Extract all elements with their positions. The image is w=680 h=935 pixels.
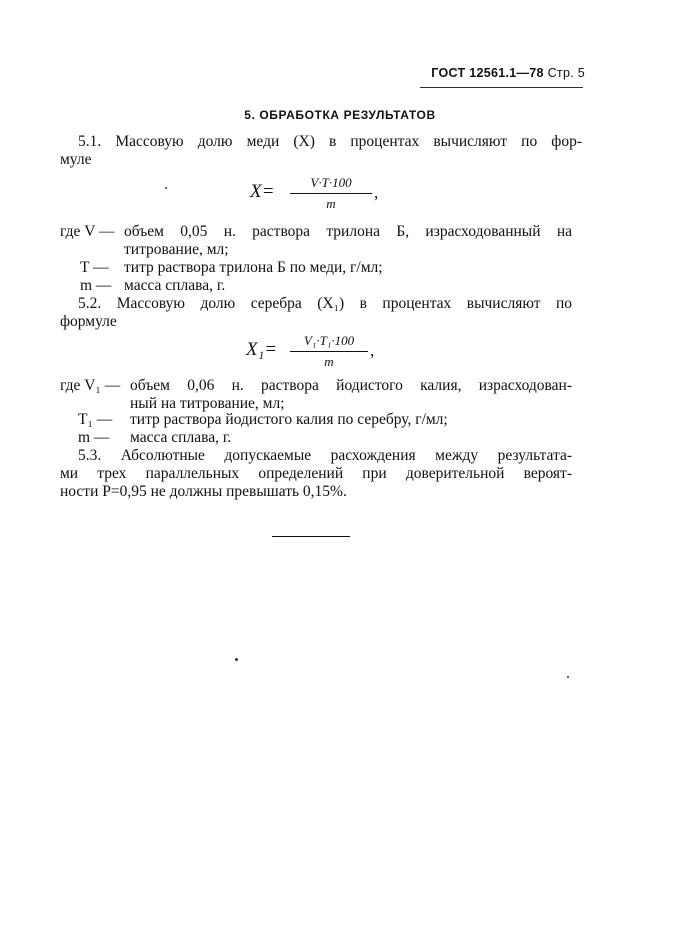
defs2-v-label: где V₁ — [60, 377, 121, 394]
formula-1 [250, 175, 390, 225]
defs2-v-text2: ный на титрование, мл; [130, 395, 285, 412]
formula-1-denominator: m [326, 196, 336, 211]
formula-2-lhs: X₁= [246, 339, 278, 360]
defs1-v-label: где V — [60, 223, 115, 240]
formula-2 [246, 333, 396, 383]
defs1-v-text1: объем 0,05 н. раствора трилона Б, израсходованный на [124, 223, 572, 240]
formula-1-fraction [290, 175, 372, 212]
end-rule [272, 536, 350, 537]
formula-1-numerator: V·T·100 [310, 175, 352, 190]
speck-1 [235, 658, 238, 661]
page-number: Стр. 5 [547, 66, 585, 80]
p53-line2: ми трех параллельных определений при доверительной вероят- [60, 465, 572, 482]
defs1-m-label: m — [80, 277, 112, 294]
defs2-m-label: m — [78, 429, 110, 446]
formula-2-fraction [290, 333, 368, 370]
defs1-t-label: T — [80, 259, 109, 276]
formula-2-numerator: V₁·T₁·100 [303, 333, 355, 348]
defs2-m-text: масса сплава, г. [130, 429, 232, 446]
formula-1-bar [290, 193, 372, 194]
formula-2-denominator: m [324, 354, 334, 369]
standard-code: ГОСТ 12561.1—78 [431, 66, 544, 80]
p52-line2: формуле [60, 313, 117, 330]
p53-line1: 5.3. Абсолютные допускаемые расхождения между результата- [78, 447, 572, 464]
formula-1-comma: , [374, 183, 379, 202]
formula-1-lhs: X= [250, 181, 275, 202]
p52-line1: 5.2. Массовую долю серебра (X₁) в процентах вычисляют по [78, 295, 572, 312]
formula-2-bar [290, 351, 368, 352]
p51-line1: 5.1. Массовую долю меди (X) в процентах вычисляют по фор- [78, 133, 582, 150]
speck-2 [567, 676, 569, 678]
defs1-t-text: титр раствора трилона Б по меди, г/мл; [124, 259, 383, 276]
p53-line3: ности P=0,95 не должны превышать 0,15%. [60, 483, 347, 500]
section-title: 5. ОБРАБОТКА РЕЗУЛЬТАТОВ [244, 108, 436, 122]
page-header [420, 66, 585, 80]
defs2-t-text: титр раствора йодистого калия по серебру, г/мл; [130, 411, 448, 428]
speck-3 [165, 187, 167, 189]
p51-line2: муле [60, 151, 92, 168]
header-rule [420, 87, 583, 88]
defs1-m-text: масса сплава, г. [124, 277, 226, 294]
defs2-v-text1: объем 0,06 н. раствора йодистого калия, израсходован- [130, 377, 572, 394]
defs1-v-text2: титрование, мл; [124, 241, 229, 258]
defs2-t-label: T₁ — [78, 411, 113, 428]
formula-2-comma: , [370, 341, 375, 360]
